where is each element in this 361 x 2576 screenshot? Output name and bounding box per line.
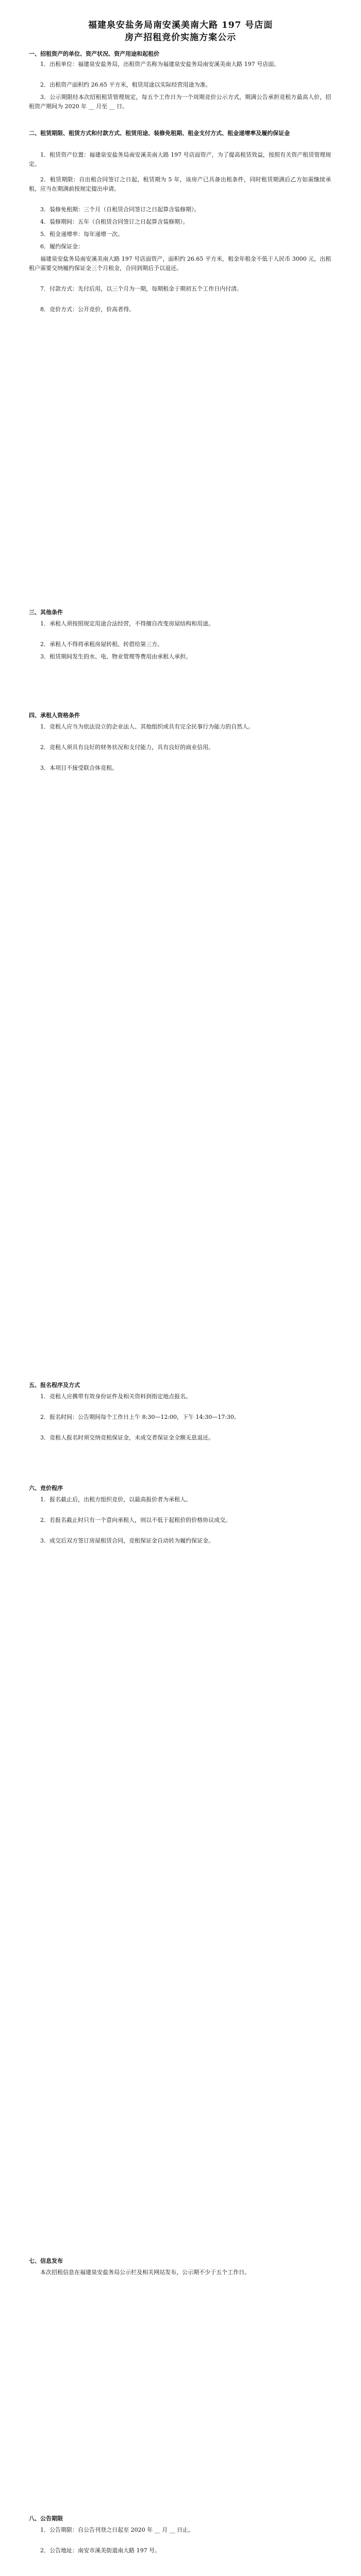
section-6-paragraph: 3．成交后双方签订房屋租赁合同，竞租保证金自动转为履约保证金。 (40, 1537, 214, 1544)
section-8-heading: 八、公告期限 (29, 2515, 63, 2522)
section-1-heading: 一、招租资产的单位、资产状况、资产用途和起租价 (29, 50, 159, 57)
section-6-paragraph: 1．报名截止后，出租方组织竞价，以最高报价者为承租人。 (40, 1496, 191, 1503)
section-6-heading: 六、竞价程序 (29, 1485, 63, 1492)
section-7-paragraph: 本次招租信息在福建泉安盐务局公示栏及相关网站发布，公示期不少于五个工作日。 (40, 2269, 250, 2276)
section-7-heading: 七、信息发布 (29, 2258, 63, 2264)
section-5-heading: 五、报名程序及方式 (29, 1382, 80, 1388)
section-2-paragraph: 8．竞价方式：公开竞价，价高者得。 (40, 306, 135, 313)
section-3-heading: 三、其他条件 (29, 609, 63, 616)
section-1-paragraph: 3．公示期限经本次招租租赁管理规定，每五个工作日为一个周期竞价公示方式，期满公告承担竞租方最高人价，招租资产期间为 2020 年 __ 月至 __ 日。 (29, 94, 331, 110)
section-4-paragraph: 3．本项目不接受联合体竞租。 (40, 765, 118, 771)
section-2-paragraph: 1．租赁资产位置：福建泉安盐务局南安溪美南大路 197 号店面资产，为了提高租赁效益，按照有关资产租赁管理规定。 (29, 151, 331, 167)
section-2-paragraph: 3．装修免租期：三个月（自租赁合同签订之日起算含装修期）。 (40, 206, 200, 213)
section-1-paragraph: 2．出租资产面积约 26.65 平方米，租赁用途以实际经营用途为准。 (40, 81, 211, 88)
section-2-paragraph: 2．租赁期限：自出租合同签订之日起，租赁期为 5 年，该房产已具备出租条件，同时租赁期满后乙方如需继续承租，应当在期满前按规定提出申请。 (29, 176, 331, 192)
section-2-paragraph: 4．装修期间：五年（自租赁合同签订之日起算含装修期）。 (40, 218, 189, 225)
document-title-line2: 房产招租竞价实施方案公示 (125, 32, 236, 43)
section-2-heading: 二、租赁期限、租赁方式和付款方式、租赁用途、装修免租期、租金支付方式、租金递增率及履约保证金 (29, 130, 290, 137)
section-5-paragraph: 2．报名时间：公告期间每个工作日上午 8:30—12:00，下午 14:30—17:30。 (40, 1414, 240, 1420)
section-4-paragraph: 1．竞租人应当为依法设立的企业法人、其他组织或具有完全民事行为能力的自然人。 (40, 723, 254, 730)
section-2-paragraph: 6．履约保证金： (40, 243, 84, 250)
section-5-paragraph: 3．竞租人报名时须交纳竞租保证金，未成交者保证金全额无息退还。 (40, 1434, 214, 1441)
section-2-paragraph: 5．租金递增率：每年递增一次。 (40, 231, 123, 238)
section-3-paragraph: 3．租赁期间发生的水、电、物业管理等费用由承租人承担。 (40, 653, 191, 660)
section-4-heading: 四、承租人资格条件 (29, 712, 80, 719)
section-2-paragraph: 福建泉安盐务局南安溪美南大路 197 号店面资产，面积约 26.65 平方米，租金年租金不低于人民币 3000 元，出租租户需要交纳履约保证金三个月租金，合同到期后予以退还。 (29, 256, 331, 272)
section-3-paragraph: 1．承租人须按照规定用途合法经营，不得擅自改变房屋结构和用途。 (40, 620, 214, 627)
section-8-paragraph: 2．公告地址：南安市溪美街道南大路 197 号。 (40, 2547, 160, 2554)
section-4-paragraph: 2．竞租人须具有良好的财务状况和支付能力，具有良好的商业信用。 (40, 744, 214, 751)
section-3-paragraph: 2．承租人不得将承租房屋转租、转借给第三方。 (40, 641, 163, 648)
section-6-paragraph: 2．若报名截止时只有一个意向承租人，则以不低于起租价的价格协议成交。 (40, 1517, 231, 1523)
section-1-paragraph: 1．出租单位：福建泉安盐务局，出租资产名称为福建泉安盐务局南安溪美南大路 197 号店面。 (40, 61, 280, 67)
document-title-line1: 福建泉安盐务局南安溪美南大路 197 号店面 (88, 20, 273, 30)
section-2-paragraph: 7．付款方式：先付后用，以三个月为一期，每期租金于期初五个工作日内付清。 (40, 285, 242, 292)
section-8-paragraph: 1．公告期限：自公告刊登之日起至 2020 年 __ 月 __ 日止。 (40, 2527, 194, 2533)
section-5-paragraph: 1．竞租人应携带有效身份证件及相关资料到指定地点报名。 (40, 1393, 191, 1400)
